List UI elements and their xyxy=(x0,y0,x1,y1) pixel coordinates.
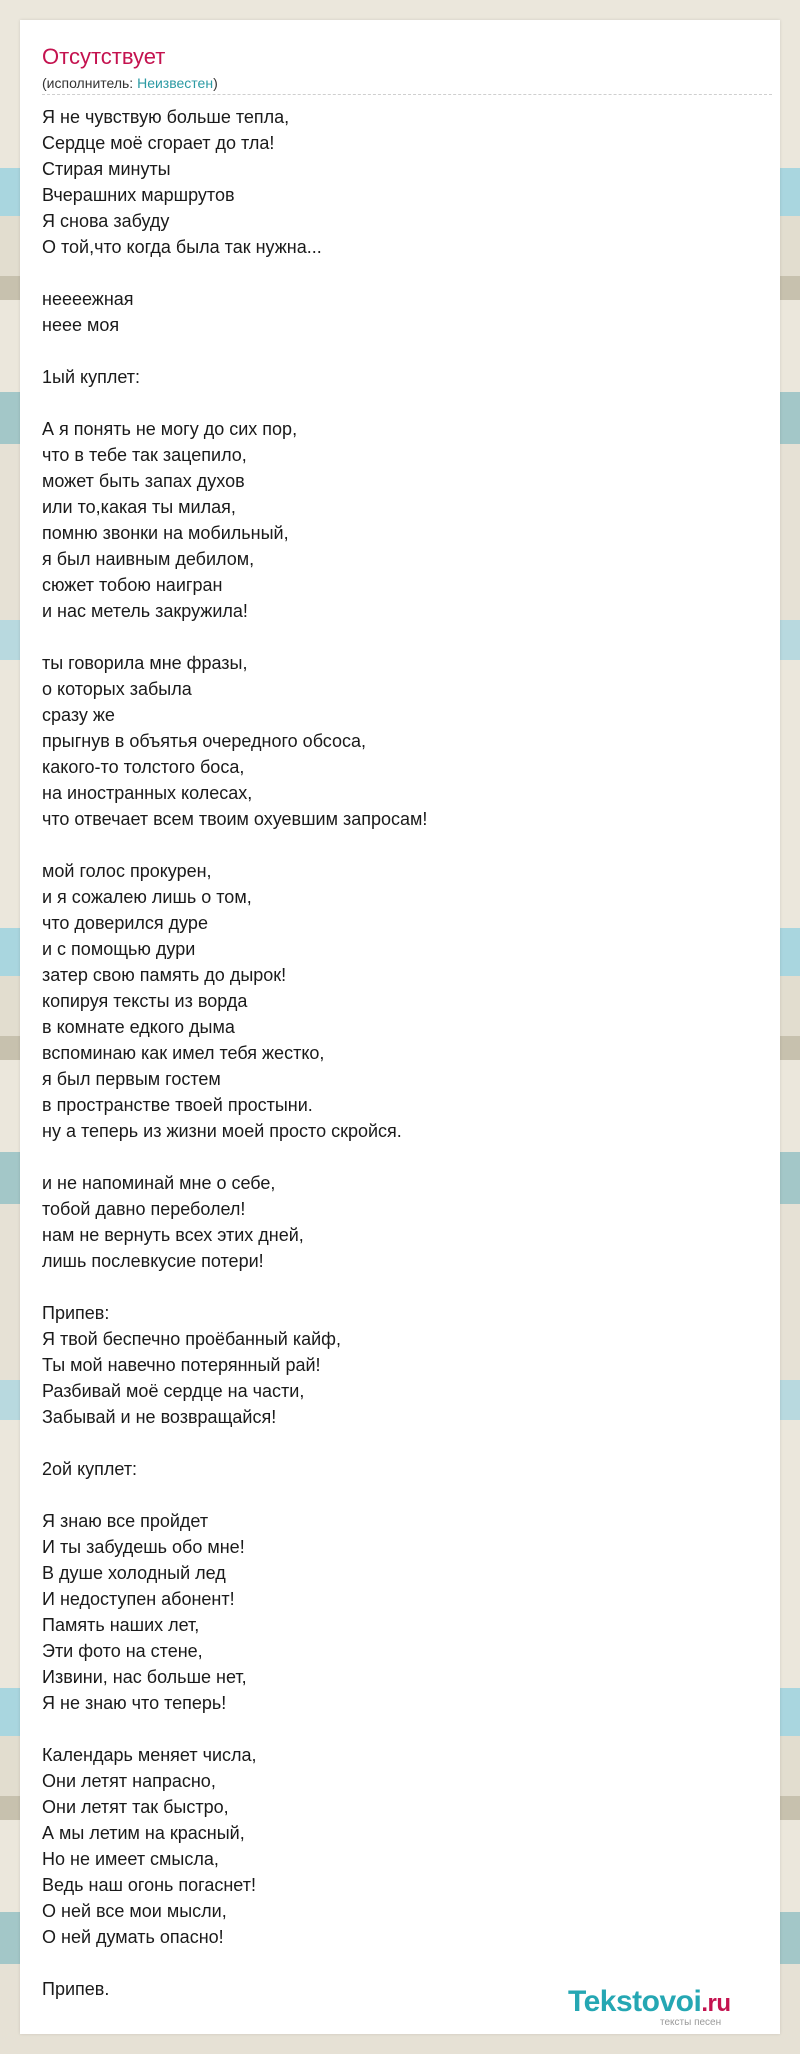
lyric-line: какого-то толстого боса, xyxy=(42,757,245,777)
lyric-line: Память наших лет, xyxy=(42,1615,200,1635)
lyric-line: тобой давно переболел! xyxy=(42,1199,246,1219)
lyric-line: сюжет тобою наигран xyxy=(42,575,223,595)
lyric-line: Календарь меняет числа, xyxy=(42,1745,257,1765)
lyric-line: Разбивай моё сердце на части, xyxy=(42,1381,305,1401)
lyric-line: о которых забыла xyxy=(42,679,192,699)
lyric-line xyxy=(42,1716,762,1742)
lyric-line: Стирая минуты xyxy=(42,159,171,179)
lyric-line: 1ый куплет: xyxy=(42,367,140,387)
lyric-line: помню звонки на мобильный, xyxy=(42,523,289,543)
lyric-line: О той,что когда была так нужна... xyxy=(42,237,322,257)
lyric-line: что доверился дуре xyxy=(42,913,208,933)
artist-link[interactable]: Неизвестен xyxy=(137,75,214,91)
lyric-line: и нас метель закружила! xyxy=(42,601,248,621)
lyric-line: В душе холодный лед xyxy=(42,1563,226,1583)
artist-suffix: ) xyxy=(213,75,218,91)
lyric-line: Они летят напрасно, xyxy=(42,1771,216,1791)
lyric-line: неее моя xyxy=(42,315,120,335)
lyric-line: и с помощью дури xyxy=(42,939,196,959)
lyric-line: А мы летим на красный, xyxy=(42,1823,245,1843)
lyric-line: мой голос прокурен, xyxy=(42,861,212,881)
lyric-line xyxy=(42,390,762,416)
lyric-line: может быть запах духов xyxy=(42,471,245,491)
lyric-line: И ты забудешь обо мне! xyxy=(42,1537,245,1557)
logo-tld: .ru xyxy=(701,1990,731,2017)
lyric-line: Сердце моё сгорает до тла! xyxy=(42,133,275,153)
lyric-line: Я твой беспечно проёбанный кайф, xyxy=(42,1329,341,1349)
lyric-line: и не напоминай мне о себе, xyxy=(42,1173,276,1193)
lyric-line: Вчерашних маршрутов xyxy=(42,185,235,205)
lyric-line xyxy=(42,624,762,650)
lyric-line: А я понять не могу до сих пор, xyxy=(42,419,298,439)
lyric-line: Я не чувствую больше тепла, xyxy=(42,107,290,127)
lyric-line: Припев: xyxy=(42,1303,110,1323)
lyric-line xyxy=(42,1144,762,1170)
lyric-line: затер свою память до дырок! xyxy=(42,965,287,985)
song-title: Отсутствует xyxy=(42,44,166,69)
lyric-line: и я сожалею лишь о том, xyxy=(42,887,252,907)
lyric-line: прыгнув в объятья очередного обсоса, xyxy=(42,731,367,751)
lyric-line: копируя тексты из ворда xyxy=(42,991,248,1011)
lyric-line: я был первым гостем xyxy=(42,1069,221,1089)
lyric-line: сразу же xyxy=(42,705,115,725)
lyric-line: 2ой куплет: xyxy=(42,1459,138,1479)
lyric-line: ну а теперь из жизни моей просто скройся. xyxy=(42,1121,402,1141)
logo-wordmark xyxy=(568,1986,730,2020)
lyric-line: Ты мой навечно потерянный рай! xyxy=(42,1355,321,1375)
lyric-line: Забывай и не возвращайся! xyxy=(42,1407,277,1427)
lyric-line: нам не вернуть всех этих дней, xyxy=(42,1225,304,1245)
header-divider xyxy=(42,94,772,95)
lyric-line: на иностранных колесах, xyxy=(42,783,253,803)
lyric-line: лишь послевкусие потери! xyxy=(42,1251,264,1271)
lyric-line: в комнате едкого дыма xyxy=(42,1017,235,1037)
lyric-line: Эти фото на стене, xyxy=(42,1641,203,1661)
lyric-line: ты говорила мне фразы, xyxy=(42,653,248,673)
lyric-line: вспоминаю как имел тебя жестко, xyxy=(42,1043,325,1063)
lyric-line: О ней думать опасно! xyxy=(42,1927,224,1947)
lyric-line: Припев. xyxy=(42,1979,110,1999)
lyric-line xyxy=(42,832,762,858)
lyric-line xyxy=(42,260,762,286)
lyric-line: Ведь наш огонь погаснет! xyxy=(42,1875,256,1895)
site-logo[interactable] xyxy=(568,1986,778,2030)
lyric-line: что в тебе так зацепило, xyxy=(42,445,247,465)
lyric-line: или то,какая ты милая, xyxy=(42,497,236,517)
lyric-line xyxy=(42,1950,762,1976)
lyrics-card xyxy=(20,20,780,2034)
lyrics-text xyxy=(42,104,762,2002)
lyric-line: неееежная xyxy=(42,289,134,309)
lyric-line: Я знаю все пройдет xyxy=(42,1511,209,1531)
lyric-line: О ней все мои мысли, xyxy=(42,1901,227,1921)
lyric-line xyxy=(42,338,762,364)
artist-prefix: (исполнитель: xyxy=(42,75,138,91)
lyric-line xyxy=(42,1482,762,1508)
logo-tagline: тексты песен xyxy=(660,2017,722,2028)
lyric-line: что отвечает всем твоим охуевшим запросам! xyxy=(42,809,428,829)
lyric-line xyxy=(42,1274,762,1300)
lyric-line: Но не имеет смысла, xyxy=(42,1849,219,1869)
lyric-line: И недоступен абонент! xyxy=(42,1589,235,1609)
lyric-line: Извини, нас больше нет, xyxy=(42,1667,247,1687)
lyric-line: я был наивным дебилом, xyxy=(42,549,255,569)
artist-line xyxy=(42,74,218,92)
lyric-line: Я снова забуду xyxy=(42,211,170,231)
lyric-line: Я не знаю что теперь! xyxy=(42,1693,227,1713)
lyric-line: Они летят так быстро, xyxy=(42,1797,229,1817)
lyric-line: в пространстве твоей простыни. xyxy=(42,1095,313,1115)
lyric-line xyxy=(42,1430,762,1456)
logo-name: Tekstovoi xyxy=(568,1985,702,2018)
